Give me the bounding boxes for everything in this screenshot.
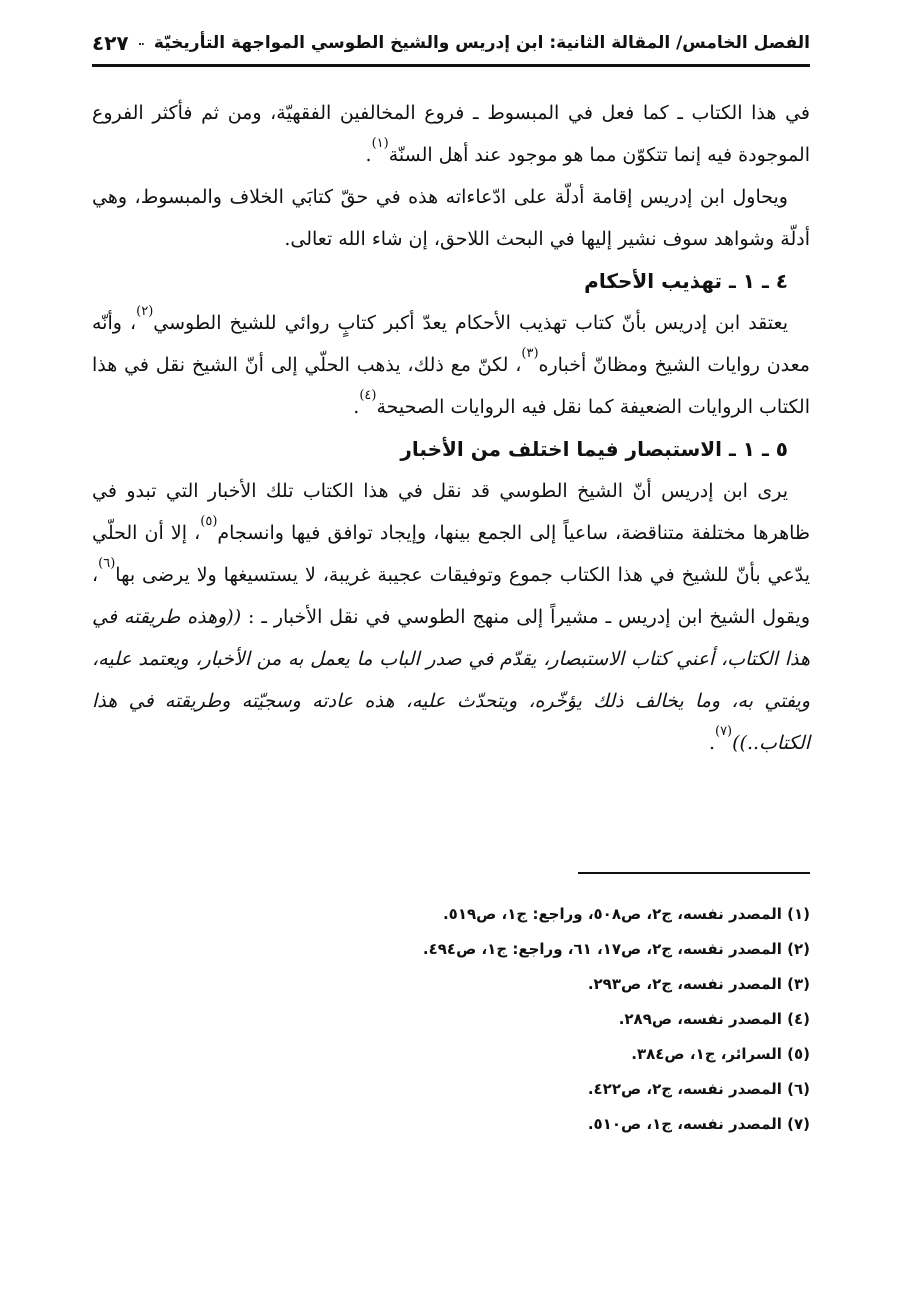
footnote-separator bbox=[578, 872, 810, 874]
paragraph-1 bbox=[92, 92, 810, 176]
footnote-item: (٢) المصدر نفسه، ج٢، ص١٧، ٦١، وراجع: ج١، ص٤٩٤. bbox=[422, 940, 810, 958]
footnote-ref-4: (٤) bbox=[359, 388, 377, 403]
paragraph-4-part-3: ، ويقول الشيخ ابن إدريس ـ مشيراً إلى منهج الطوسي في نقل الأخبار ـ : bbox=[92, 564, 810, 628]
quotation: ((وهذه طريقته في هذا الكتاب، أعني كتاب الاستبصار، يقدّم في صدر الباب ما يعمل به من الأخبار، ويعتمد عليه، ويفتي به، وما يخالف ذلك يؤخّره، ويتحدّث عليه، هذه عادته وسجيّته وطريقته في هذا الكتاب..)) bbox=[92, 606, 810, 754]
footnote-item: (٦) المصدر نفسه، ج٢، ص٤٢٢. bbox=[587, 1080, 810, 1098]
main-text bbox=[92, 92, 810, 764]
footnotes bbox=[92, 897, 810, 1142]
paragraph-3-part-2: ، وأنّه معدن روايات الشيخ ومظانّ أخباره bbox=[92, 312, 810, 376]
paragraph-3-end: . bbox=[353, 396, 360, 418]
footnote-ref-6: (٦) bbox=[98, 556, 116, 571]
paragraph-2 bbox=[92, 176, 810, 260]
footnote-item: (١) المصدر نفسه، ج٢، ص٥٠٨، وراجع: ج١، ص٥١٩. bbox=[442, 905, 810, 923]
section-heading-tahdhib: ٤ ـ ١ ـ تهذيب الأحكام bbox=[584, 269, 788, 293]
paragraph-4-end: . bbox=[708, 732, 715, 754]
footnote-item: (٧) المصدر نفسه، ج١، ص٥١٠. bbox=[587, 1115, 810, 1133]
footnote-ref-5: (٥) bbox=[200, 514, 218, 529]
footnote-item: (٣) المصدر نفسه، ج٢، ص٢٩٣. bbox=[587, 975, 810, 993]
paragraph-3-part-1: يعتقد ابن إدريس بأنّ كتاب تهذيب الأحكام يعدّ أكبر كتابٍ روائي للشيخ الطوسي bbox=[153, 312, 788, 334]
footnote-ref-3: (٣) bbox=[521, 346, 539, 361]
paragraph-3 bbox=[92, 302, 810, 428]
paragraph-4-part-2: ، إلا أن الحلّي يدّعي بأنّ للشيخ في هذا الكتاب جموع وتوفيقات عجيبة غريبة، لا يستسيغها ولا يرضى بها bbox=[92, 522, 810, 586]
paragraph-4-part-1: يرى ابن إدريس أنّ الشيخ الطوسي قد نقل في هذا الكتاب تلك الأخبار التي تبدو في ظاهرها مختلفة متناقضة، ساعياً إلى الجمع بينها، وإيجاد توافق فيها وانسجام bbox=[92, 480, 810, 544]
running-header bbox=[92, 26, 810, 60]
paragraph-1-text: في هذا الكتاب ـ كما فعل في المبسوط ـ فروع المخالفين الفقهيّة، ومن ثم فأكثر الفروع الموجودة فيه إنما تتكوّن مما هو موجود عند أهل السنّة bbox=[92, 102, 810, 166]
section-heading-istibsar: ٥ ـ ١ ـ الاستبصار فيما اختلف من الأخبار bbox=[400, 437, 788, 461]
page-number: ٤٢٧ bbox=[92, 31, 129, 55]
header-rule bbox=[92, 64, 810, 67]
header-title: الفصل الخامس/ المقالة الثانية: ابن إدريس والشيخ الطوسي المواجهة التأريخيّة bbox=[153, 33, 810, 53]
paragraph-4 bbox=[92, 470, 810, 764]
paragraph-3-part-3: ، لكنّ مع ذلك، يذهب الحلّي إلى أنّ الشيخ نقل في هذا الكتاب الروايات الضعيفة كما نقل فيه الروايات الصحيحة bbox=[92, 354, 810, 418]
footnote-item: (٥) السرائر، ج١، ص٣٨٤. bbox=[631, 1045, 810, 1063]
footnote-item: (٤) المصدر نفسه، ص٢٨٩. bbox=[618, 1010, 810, 1028]
footnote-ref-1: (١) bbox=[371, 136, 389, 151]
paragraph-2-text: ويحاول ابن إدريس إقامة أدلّة على ادّعاءاته هذه في حقّ كتابَي الخلاف والمبسوط، وهي أدلّة وشواهد سوف نشير إليها في البحث اللاحق، إن شاء الله تعالى. bbox=[92, 186, 810, 250]
paragraph-1-end: . bbox=[365, 144, 372, 166]
footnote-ref-2: (٢) bbox=[136, 304, 154, 319]
footnote-ref-7: (٧) bbox=[714, 724, 733, 739]
header-dot-leader bbox=[139, 42, 144, 45]
